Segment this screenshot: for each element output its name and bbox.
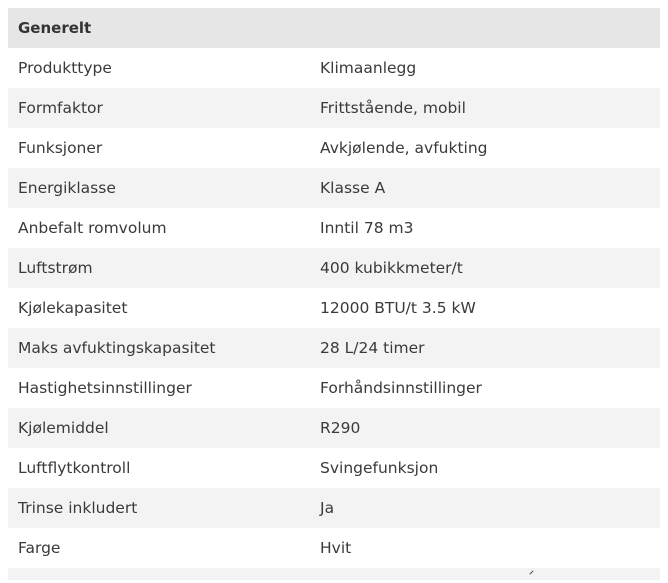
table-row — [8, 368, 660, 408]
row-value: 400 kubikkmeter/t — [320, 259, 463, 277]
row-label: Kjølekapasitet — [18, 299, 128, 317]
row-label: Farge — [18, 539, 61, 557]
row-value: 12000 BTU/t 3.5 kW — [320, 299, 476, 317]
row-label: Luftflytkontroll — [18, 459, 131, 477]
table-row — [8, 448, 660, 488]
table-row — [8, 48, 660, 88]
table-row — [8, 88, 660, 128]
row-label: Formfaktor — [18, 99, 103, 117]
row-label: Hastighetsinnstillinger — [18, 379, 192, 397]
row-value: Hvit — [320, 539, 352, 557]
row-value: R290 — [320, 419, 361, 437]
spec-table — [8, 8, 660, 580]
row-label: Produkttype — [18, 59, 112, 77]
table-row — [8, 408, 660, 448]
row-value: Ja — [320, 499, 335, 517]
table-row — [8, 248, 660, 288]
row-label: Trinse inkludert — [18, 499, 138, 517]
row-value: 28 L/24 timer — [320, 339, 425, 357]
table-row — [8, 288, 660, 328]
row-value: Klimaanlegg — [320, 59, 417, 77]
accent-mark-icon — [529, 570, 533, 574]
row-value: Avkjølende, avfukting — [320, 139, 488, 157]
row-label: Kjølemiddel — [18, 419, 109, 437]
row-value: Forhåndsinnstillinger — [320, 379, 482, 397]
row-label: Maks avfuktingskapasitet — [18, 339, 216, 357]
row-label: Energiklasse — [18, 179, 116, 197]
table-row — [8, 488, 660, 528]
row-value: Inntil 78 m3 — [320, 219, 414, 237]
row-label: Anbefalt romvolum — [18, 219, 167, 237]
row-label: Funksjoner — [18, 139, 103, 157]
row-value: Svingefunksjon — [320, 459, 439, 477]
table-row-partial — [8, 568, 660, 580]
row-label: Luftstrøm — [18, 259, 93, 277]
section-header — [8, 8, 660, 48]
section-title: Generelt — [18, 19, 92, 37]
table-row — [8, 168, 660, 208]
table-row — [8, 128, 660, 168]
row-value: Klasse A — [320, 179, 386, 197]
row-value: Frittstående, mobil — [320, 99, 466, 117]
table-row — [8, 328, 660, 368]
table-row — [8, 528, 660, 568]
table-row — [8, 208, 660, 248]
